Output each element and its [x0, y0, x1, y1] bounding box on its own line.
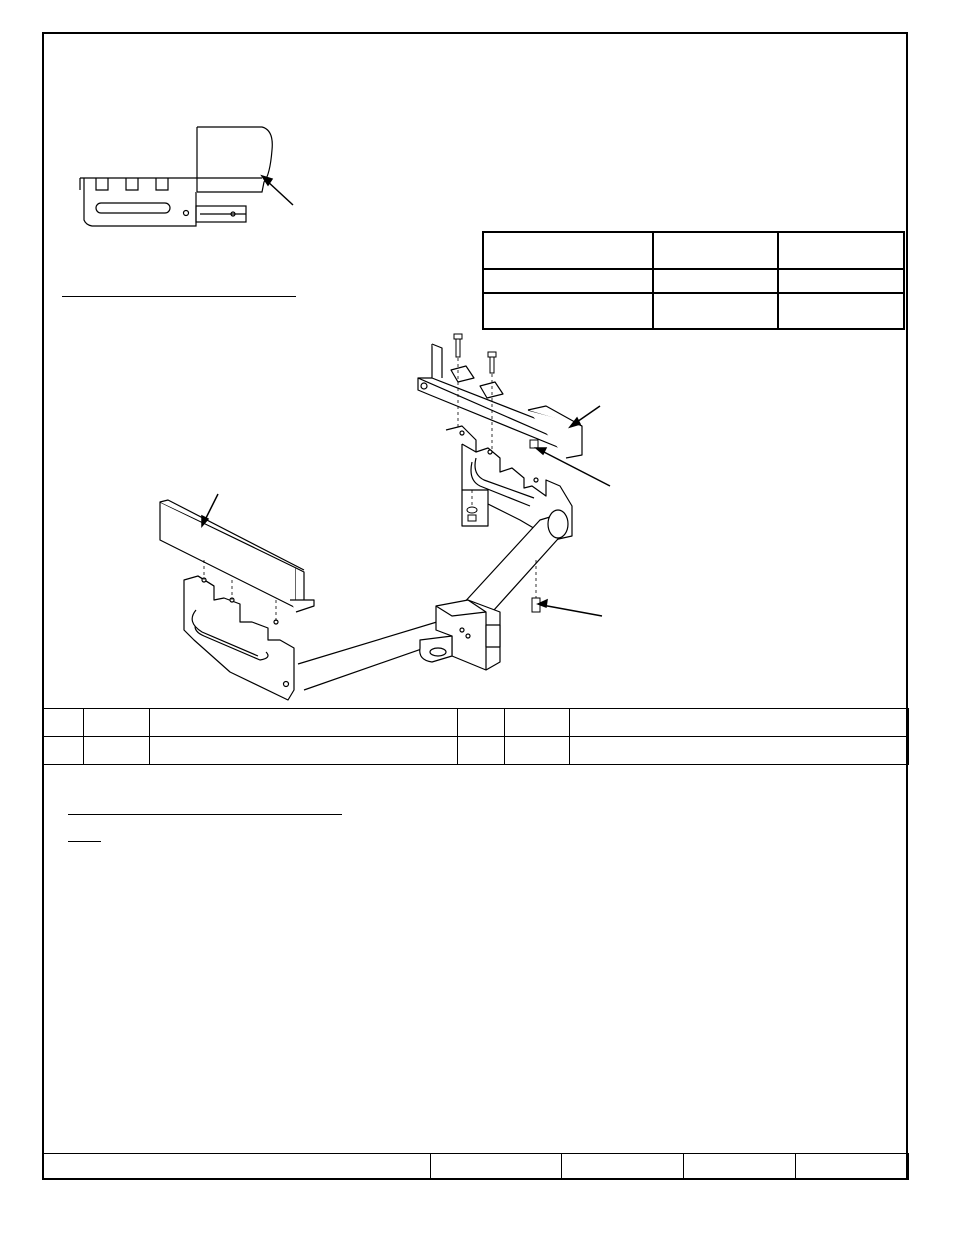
footer-title-block: [42, 1153, 909, 1180]
footer-row: [43, 1154, 909, 1180]
parts-table-row: [43, 737, 909, 765]
footer-cell: [43, 1154, 431, 1180]
instructions-heading-underline: [68, 814, 342, 815]
footer-cell: [684, 1154, 796, 1180]
parts-cell: [570, 709, 909, 737]
parts-cell: [150, 709, 458, 737]
parts-cell: [458, 709, 505, 737]
footer-cell: [562, 1154, 684, 1180]
parts-cell: [84, 709, 150, 737]
parts-cell: [43, 709, 84, 737]
parts-cell: [84, 737, 150, 765]
parts-cell: [505, 737, 570, 765]
parts-table: [42, 708, 909, 765]
footer-cell: [796, 1154, 909, 1180]
footer-cell: [431, 1154, 562, 1180]
parts-cell: [150, 737, 458, 765]
parts-cell: [570, 737, 909, 765]
note-label-underline: [68, 841, 101, 842]
parts-cell: [43, 737, 84, 765]
parts-cell: [458, 737, 505, 765]
parts-table-row: [43, 709, 909, 737]
parts-cell: [505, 709, 570, 737]
